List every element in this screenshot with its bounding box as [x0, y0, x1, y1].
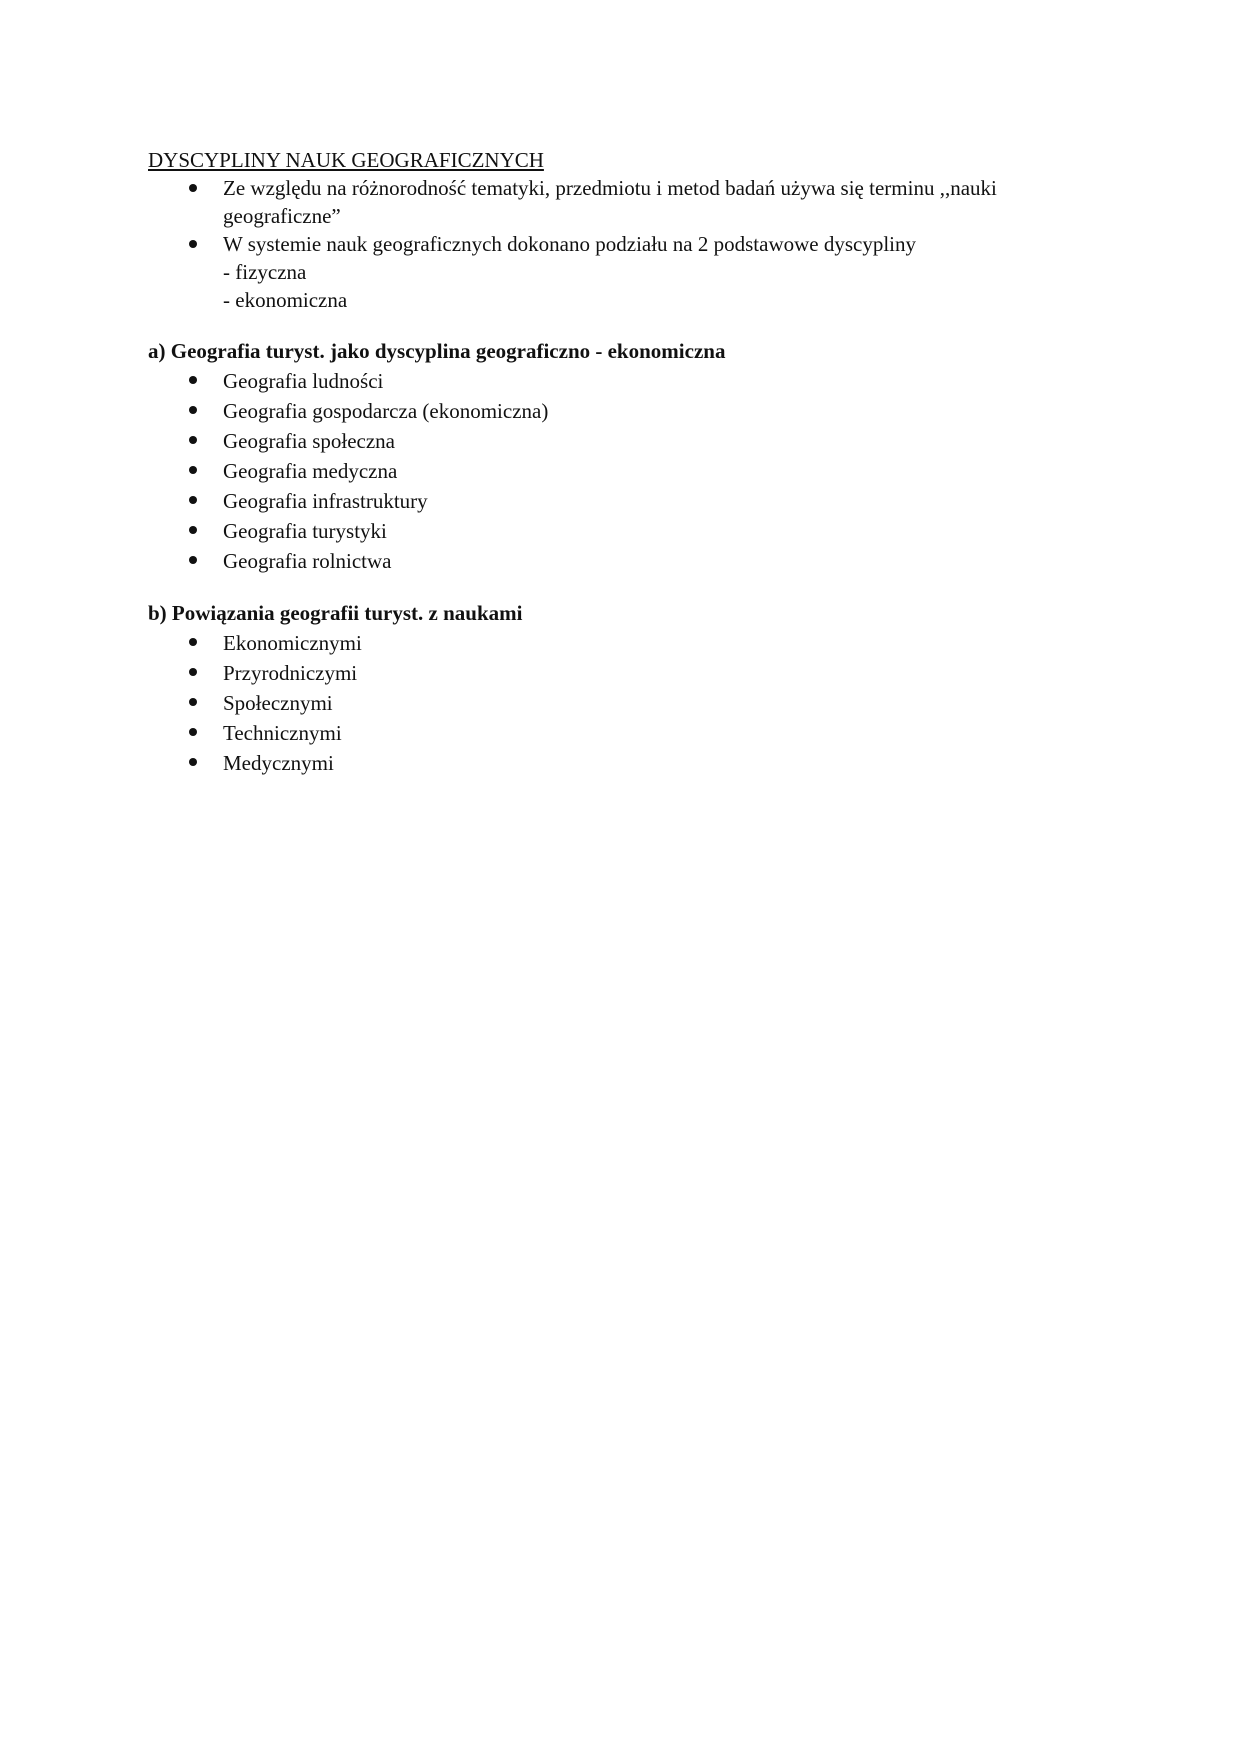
section-b-heading: b) Powiązania geografii turyst. z naukami	[148, 601, 523, 625]
list-item-text: Ekonomicznymi	[223, 631, 362, 655]
sub-line: - ekonomiczna	[223, 288, 348, 312]
list-item	[148, 516, 1108, 546]
list-item-text: Geografia ludności	[223, 369, 384, 393]
bullet-icon	[189, 556, 197, 564]
list-item-text: W systemie nauk geograficznych dokonano podziału na 2 podstawowe dyscypliny	[223, 232, 917, 256]
list-item	[148, 366, 1108, 396]
list-item-text: Medycznymi	[223, 751, 334, 775]
list-item-text: Geografia turystyki	[223, 519, 387, 543]
bullet-icon	[189, 406, 197, 414]
list-item	[148, 486, 1108, 516]
list-item-text: Geografia gospodarcza (ekonomiczna)	[223, 399, 549, 423]
bullet-icon	[189, 436, 197, 444]
bullet-icon	[189, 638, 197, 646]
list-item-text: Geografia rolnictwa	[223, 549, 392, 573]
sub-line: - fizyczna	[223, 260, 307, 284]
list-item-text: Społecznymi	[223, 691, 333, 715]
list-item	[148, 174, 1108, 230]
section-a-heading: a) Geografia turyst. jako dyscyplina geograficzno - ekonomiczna	[148, 339, 726, 363]
list-item	[148, 718, 1108, 748]
spacer	[148, 314, 1108, 336]
list-item	[148, 546, 1108, 576]
bullet-icon	[189, 758, 197, 766]
list-item-text: Geografia medyczna	[223, 459, 398, 483]
list-item	[148, 658, 1108, 688]
bullet-icon	[189, 466, 197, 474]
bullet-icon	[189, 240, 197, 248]
list-item-text: Geografia infrastruktury	[223, 489, 428, 513]
list-item	[148, 628, 1108, 658]
list-item-text: Ze względu na różnorodność tematyki, przedmiotu i metod badań używa się terminu ,,nauki geograficzne”	[223, 176, 997, 228]
bullet-icon	[189, 698, 197, 706]
bullet-icon	[189, 496, 197, 504]
spacer	[148, 576, 1108, 598]
list-item	[148, 688, 1108, 718]
section-b-list	[148, 628, 1108, 778]
list-item	[148, 748, 1108, 778]
document-page	[148, 146, 1108, 778]
list-item-text: Technicznymi	[223, 721, 342, 745]
section-a-list	[148, 366, 1108, 576]
document-title: DYSCYPLINY NAUK GEOGRAFICZNYCH	[148, 148, 544, 172]
list-item	[148, 396, 1108, 426]
bullet-icon	[189, 526, 197, 534]
list-item-text: Przyrodniczymi	[223, 661, 358, 685]
bullet-icon	[189, 184, 197, 192]
intro-list	[148, 174, 1108, 314]
bullet-icon	[189, 728, 197, 736]
bullet-icon	[189, 668, 197, 676]
list-item-text: Geografia społeczna	[223, 429, 395, 453]
list-item	[148, 230, 1108, 314]
bullet-icon	[189, 376, 197, 384]
list-item	[148, 456, 1108, 486]
list-item	[148, 426, 1108, 456]
